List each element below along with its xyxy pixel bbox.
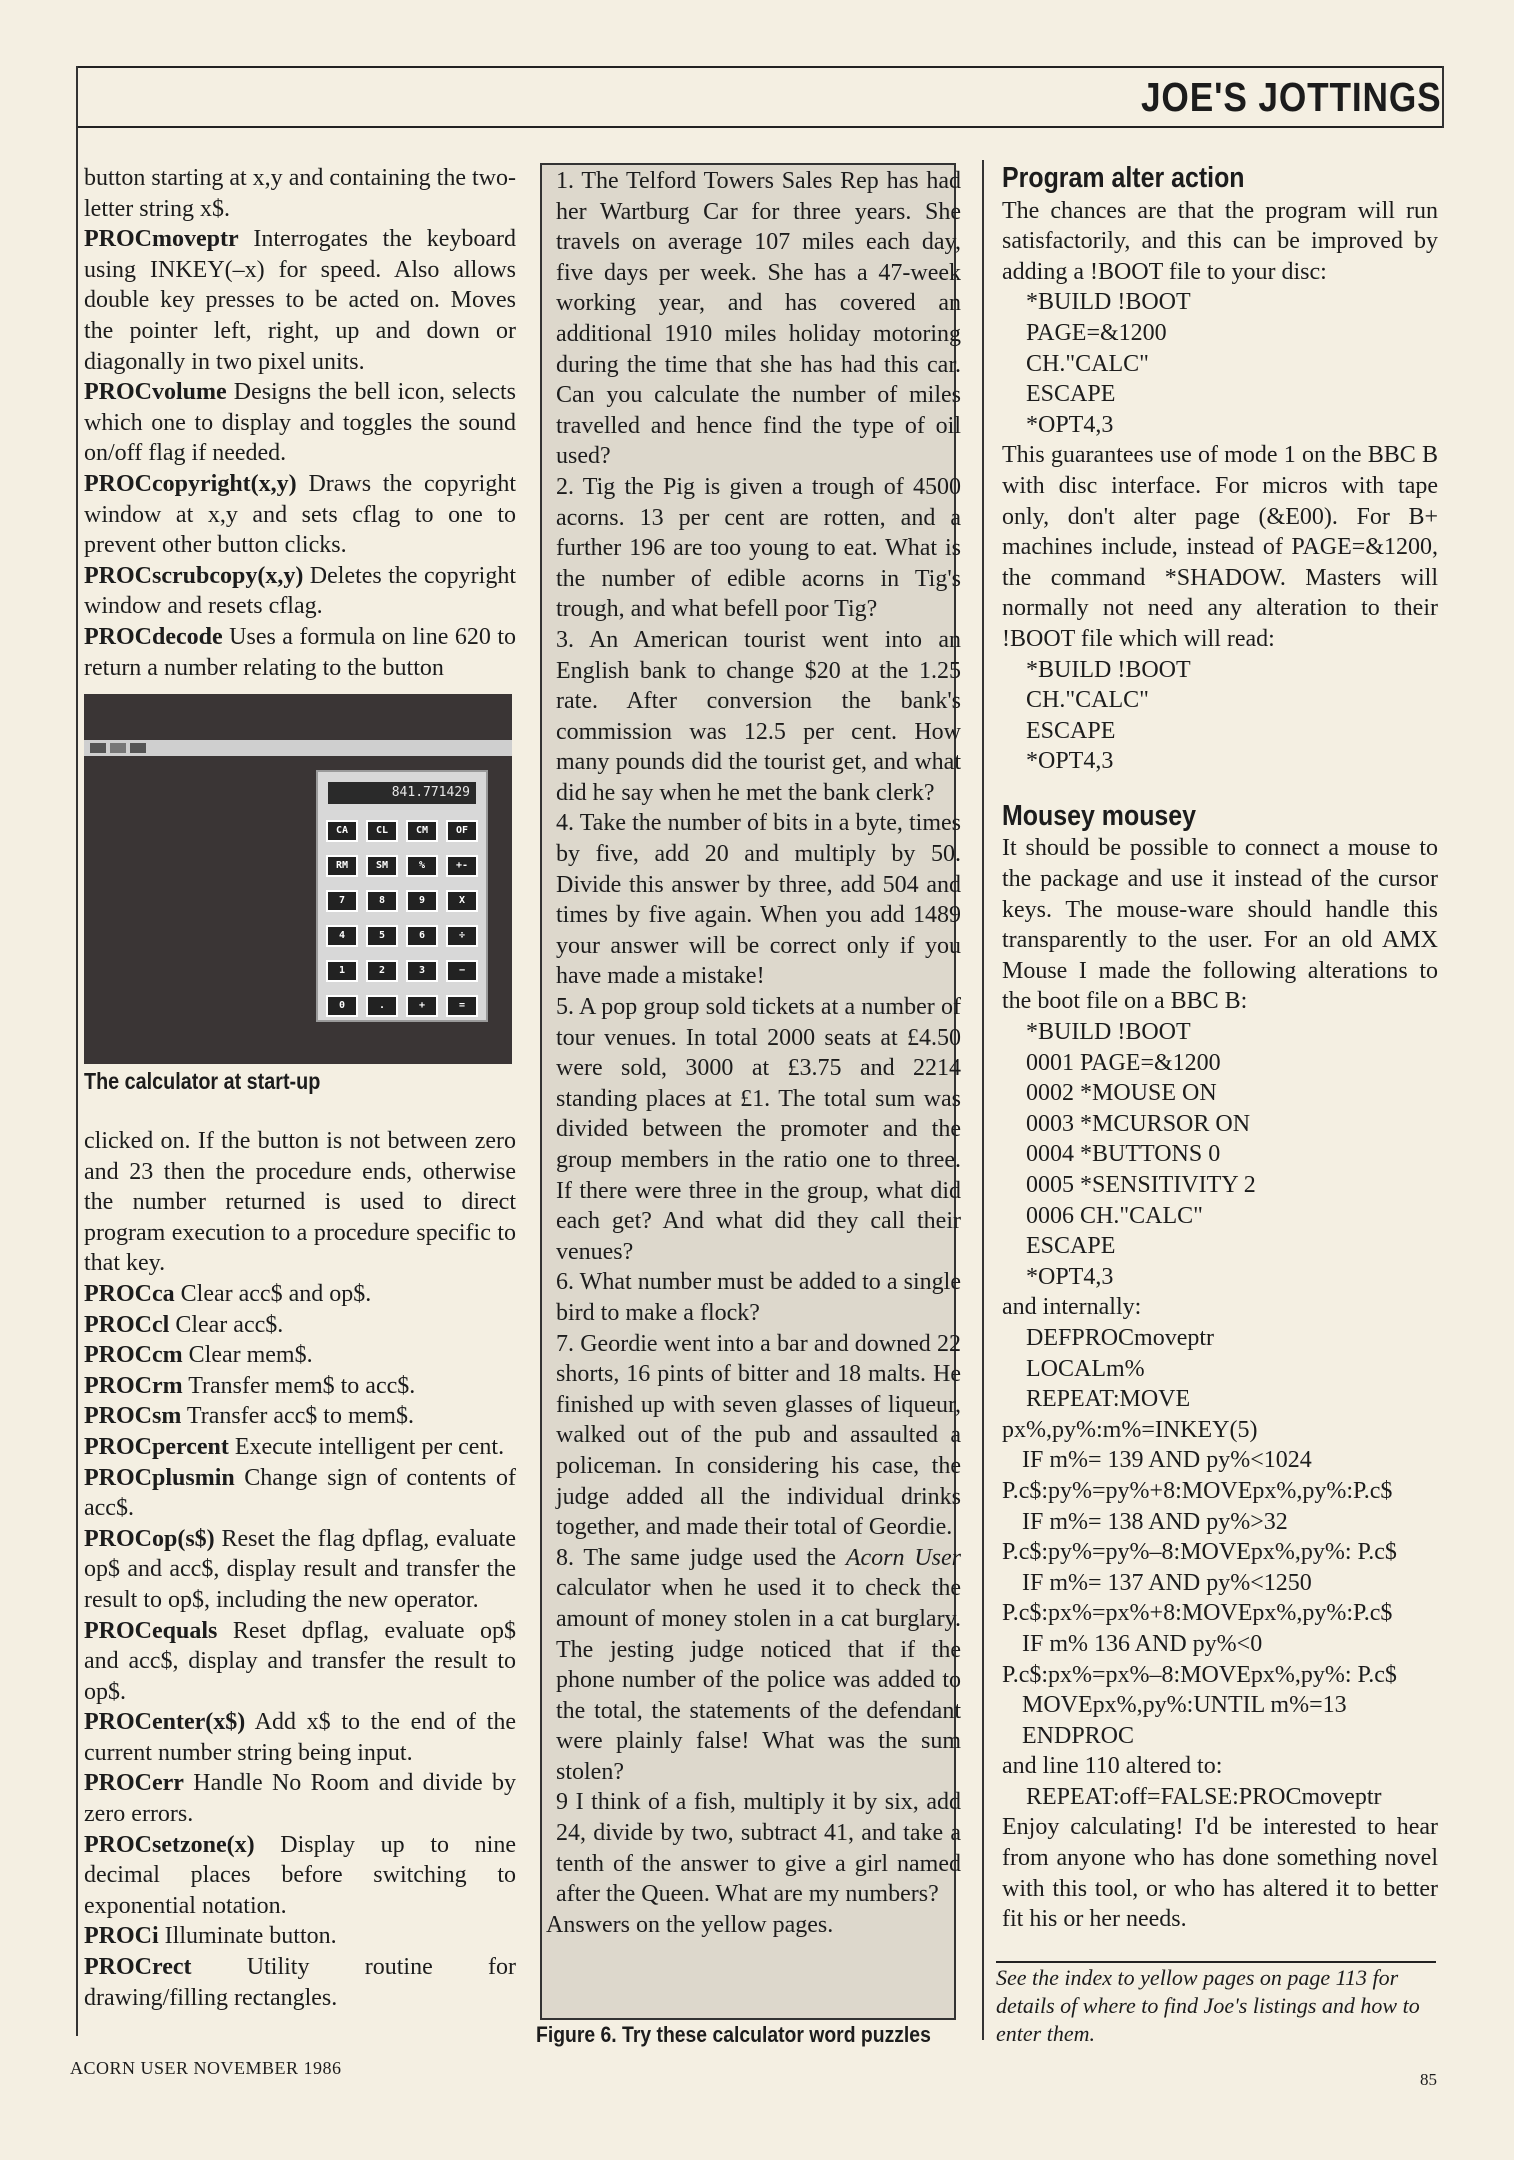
code-line: IF m%= 138 AND py%>32 <box>1022 1508 1288 1535</box>
code-line: MOVEpx%,py%:UNTIL m%=13 <box>1022 1692 1347 1719</box>
code-line: REPEAT:off=FALSE:PROCmoveptr <box>1026 1783 1382 1810</box>
code-line: DEFPROCmoveptr <box>1026 1324 1215 1351</box>
glossary-entry <box>84 1432 516 1463</box>
code-line: ESCAPE <box>1026 1233 1116 1260</box>
glossary-entry <box>84 224 516 377</box>
calculator-key: OF <box>446 820 478 842</box>
glossary-entry <box>84 163 516 224</box>
glossary-entry <box>84 1279 516 1310</box>
procedure-name: PROCsm <box>84 1403 182 1430</box>
procedure-name: PROCi <box>84 1923 159 1950</box>
procedure-name: PROCca <box>84 1280 175 1307</box>
code-line: ESCAPE <box>1026 717 1116 744</box>
procedure-description: Deletes the copyright window and resets cflag. <box>84 562 516 620</box>
procedure-description: Reset the flag dpflag, evaluate op$ and acc$, display result and transfer the result to op$, including the new operator. <box>84 1525 516 1613</box>
calculator-key: SM <box>366 855 398 877</box>
code-line: *BUILD !BOOT <box>1026 289 1191 316</box>
left-column-rule <box>76 66 78 2036</box>
calculator-key: +- <box>446 855 478 877</box>
column-1-top <box>84 163 516 683</box>
code-line: ENDPROC <box>1022 1722 1135 1749</box>
procedure-description: Display up to nine decimal places before switching to exponential notation. <box>84 1831 516 1919</box>
procedure-description: Execute intelligent per cent. <box>228 1433 505 1460</box>
calculator-key: CL <box>366 820 398 842</box>
procedure-name: PROCop(s$) <box>84 1525 215 1552</box>
calculator-key: 0 <box>326 995 358 1017</box>
procedure-name: PROCequals <box>84 1617 218 1644</box>
puzzle-item <box>556 1543 961 1788</box>
top-rule <box>76 66 1444 68</box>
calculator-key: % <box>406 855 438 877</box>
code-line: IF m%= 139 AND py%<1024 <box>1022 1447 1312 1474</box>
paragraph: This guarantees use of mode 1 on the BBC B with disc interface. For micros with tape only, don't alter page (&E00). For B+ machines include, instead of PAGE=&1200, the command *SHADOW. Masters will normally not need any alteration to their !BOOT file which will read: <box>1002 442 1438 652</box>
glossary-entry <box>84 622 516 683</box>
code-line: LOCALm% <box>1026 1355 1145 1382</box>
puzzle-text-part: 8. The same judge used the <box>556 1544 846 1571</box>
procedure-name: PROCcl <box>84 1311 170 1338</box>
procedure-description: Change sign of contents of acc$. <box>84 1464 516 1522</box>
puzzle-item: 6. What number must be added to a single bird to make a flock? <box>556 1269 961 1326</box>
glossary-entry <box>84 1768 516 1829</box>
procedure-description: Transfer mem$ to acc$. <box>182 1372 416 1399</box>
code-line: CH."CALC" <box>1026 687 1149 714</box>
calculator-key: 4 <box>326 925 358 947</box>
calculator-window <box>316 770 488 1022</box>
right-column-rule <box>982 160 984 2040</box>
calculator-key: 7 <box>326 890 358 912</box>
procedure-description: Clear acc$ and op$. <box>174 1280 372 1307</box>
calculator-key: 9 <box>406 890 438 912</box>
procedure-name: PROCrect <box>84 1954 192 1981</box>
code-line: 0005 *SENSITIVITY 2 <box>1026 1172 1256 1198</box>
procedure-name: PROCvolume <box>84 379 227 406</box>
procedure-name: PROCcm <box>84 1342 183 1369</box>
code-line: *BUILD !BOOT <box>1026 1019 1191 1046</box>
puzzle-item: 4. Take the number of bits in a byte, times by five, add 20 and multiply by 50. Divide this answer by three, add 504 and times by five again. When you add 1489 your answer will be correct only if you have made a mistake! <box>556 810 961 990</box>
header-rule <box>76 126 1444 128</box>
code-line: 0002 *MOUSE ON <box>1026 1080 1217 1107</box>
code-line: px%,py%:m%=INKEY(5) <box>1002 1416 1258 1443</box>
procedure-description: Reset dpflag, evaluate op$ and acc$, display and transfer the result to op$. <box>84 1617 516 1705</box>
bell-icon <box>110 743 126 753</box>
paragraph: Enjoy calculating! I'd be interested to hear from anyone who has done something novel with this tool, or who has altered it to better fit his or her needs. <box>1002 1814 1438 1933</box>
page-number: 85 <box>1420 2070 1437 2089</box>
procedure-description: Clear acc$. <box>169 1311 284 1338</box>
procedure-description: Clear mem$. <box>182 1342 313 1369</box>
procedure-description: Illuminate button. <box>158 1923 337 1950</box>
puzzle-item: 5. A pop group sold tickets at a number of tour venues. In total 2000 seats at £4.50 were sold, 3000 at £3.75 and 2214 standing places at £1. The total sum was divided between the promoter and the group members in the ratio one to three. If there were three in the group, what did each get? And what did they call their venues? <box>556 994 961 1265</box>
calculator-display: 841.771429 <box>328 782 476 804</box>
calculator-screenshot <box>84 694 512 1064</box>
copyright-icon <box>130 743 146 753</box>
calculator-keypad <box>326 820 478 1017</box>
screenshot-caption: The calculator at start-up <box>84 1068 321 1094</box>
glossary-entry <box>84 1401 516 1432</box>
calculator-key: 8 <box>366 890 398 912</box>
glossary-entry <box>84 1463 516 1524</box>
code-line: 0001 PAGE=&1200 <box>1026 1049 1221 1076</box>
procedure-description: button starting at x,y and containing the two-letter string x$. <box>84 165 516 222</box>
code-line: 0006 CH."CALC" <box>1026 1202 1203 1229</box>
column-3 <box>1002 163 1438 1935</box>
paragraph: The chances are that the program will run satisfactorily, and this can be improved by adding a !BOOT file to your disc: <box>1002 197 1438 285</box>
calculator-key: − <box>446 960 478 982</box>
heading-mousey-mousey: Mousey mousey <box>1002 799 1197 832</box>
glossary-entry <box>84 561 516 622</box>
header-right-rule <box>1442 66 1444 128</box>
code-line: P.c$:px%=px%–8:MOVEpx%,py%: P.c$ <box>1002 1661 1397 1688</box>
note-rule <box>996 1961 1436 1963</box>
paragraph: It should be possible to connect a mouse to the package and use it instead of the cursor keys. The mouse-ware should handle this transparently to the user. For an old AMX Mouse I made the following alterations to the boot file on a BBC B: <box>1002 835 1438 1015</box>
code-line: 0004 *BUTTONS 0 <box>1026 1141 1221 1168</box>
glossary-entry <box>84 1921 516 1952</box>
procedure-name: PROCenter(x$) <box>84 1709 246 1736</box>
code-line: PAGE=&1200 <box>1026 319 1167 346</box>
procedure-description: Draws the copyright window at x,y and sets cflag to one to prevent other button clicks. <box>84 470 516 559</box>
code-line: CH."CALC" <box>1026 350 1149 377</box>
glossary-entry <box>84 1952 516 2013</box>
screenshot-menu-bar <box>84 740 512 756</box>
procedure-name: PROCcopyright(x,y) <box>84 470 297 497</box>
procedure-description: Interrogates the keyboard using INKEY(–x) for speed. Also allows double key presses to be acted on. Moves the pointer left, right, up and down or diagonally in two pixel units. <box>84 226 516 375</box>
calculator-key: 2 <box>366 960 398 982</box>
procedure-name: PROCsetzone(x) <box>84 1831 255 1858</box>
glossary-entry <box>84 1616 516 1708</box>
paragraph: and internally: <box>1002 1294 1142 1321</box>
procedure-name: PROCdecode <box>84 623 223 650</box>
procedure-description: Designs the bell icon, selects which one to display and toggles the sound on/off flag if needed. <box>84 379 516 467</box>
puzzle-italic-part: Acorn User <box>845 1544 961 1571</box>
glossary-entry <box>84 1126 516 1279</box>
procedure-name: PROCmoveptr <box>84 226 239 253</box>
calculator-key: . <box>366 995 398 1017</box>
calculator-key: 6 <box>406 925 438 947</box>
code-line: ESCAPE <box>1026 381 1116 408</box>
glossary-entry <box>84 1830 516 1922</box>
procedure-description: Transfer acc$ to mem$. <box>181 1403 414 1430</box>
section-title: JOE'S JOTTINGS <box>1141 74 1442 120</box>
procedure-description: Utility routine for drawing/filling rectangles. <box>84 1954 516 2011</box>
glossary-entry <box>84 377 516 469</box>
code-line: *BUILD !BOOT <box>1026 656 1191 683</box>
screen-icon <box>90 743 106 753</box>
figure-caption: Figure 6. Try these calculator word puzzles <box>536 2022 931 2047</box>
calculator-key: ÷ <box>446 925 478 947</box>
procedure-name: PROCscrubcopy(x,y) <box>84 562 304 589</box>
calculator-key: CA <box>326 820 358 842</box>
footer-magazine: ACORN USER NOVEMBER 1986 <box>70 2058 342 2078</box>
calculator-key: 5 <box>366 925 398 947</box>
code-line: P.c$:py%=py%+8:MOVEpx%,py%:P.c$ <box>1002 1477 1393 1504</box>
code-line: 0003 *MCURSOR ON <box>1026 1110 1251 1137</box>
glossary-entry <box>84 1371 516 1402</box>
answers-note: Answers on the yellow pages. <box>546 1911 834 1938</box>
calculator-key: 1 <box>326 960 358 982</box>
code-line: P.c$:px%=px%+8:MOVEpx%,py%:P.c$ <box>1002 1600 1393 1627</box>
index-note: See the index to yellow pages on page 113 for details of where to find Joe's listings and how to enter them. <box>996 1965 1420 2046</box>
code-line: *OPT4,3 <box>1026 748 1114 775</box>
procedure-description: Uses a formula on line 620 to return a number relating to the button <box>84 623 516 681</box>
calculator-key: X <box>446 890 478 912</box>
procedure-description: clicked on. If the button is not between zero and 23 then the procedure ends, otherwise the number returned is used to direct program execution to a procedure specific to that key. <box>84 1128 516 1277</box>
puzzle-item: 2. Tig the Pig is given a trough of 4500 acorns. 13 per cent are rotten, and a further 196 are too young to eat. What is the number of edible acorns in Tig's trough, and what befell poor Tig? <box>556 473 961 623</box>
code-line: REPEAT:MOVE <box>1026 1386 1191 1413</box>
puzzle-item: 9 I think of a fish, multiply it by six, add 24, divide by two, subtract 41, and take a tenth of the answer to give a girl named after the Queen. What are my numbers? <box>556 1789 961 1908</box>
heading-program-alter-action: Program alter action <box>1002 162 1245 194</box>
code-line: *OPT4,3 <box>1026 1263 1114 1290</box>
procedure-name: PROCpercent <box>84 1433 229 1460</box>
calculator-key: + <box>406 995 438 1017</box>
puzzle-item: 1. The Telford Towers Sales Rep has had her Wartburg Car for three years. She travels on average 107 miles each day, five days per week. She has a 47-week working year, and has covered an additional 1910 miles holiday motoring during the time that she has had this car. Can you calculate the number of miles travelled and hence find the type of oil used? <box>556 168 961 470</box>
procedure-description: Handle No Room and divide by zero errors. <box>84 1770 516 1828</box>
paragraph: and line 110 altered to: <box>1002 1753 1223 1780</box>
glossary-entry <box>84 1707 516 1768</box>
code-line: *OPT4,3 <box>1026 411 1114 438</box>
puzzle-item: 7. Geordie went into a bar and downed 22 shorts, 16 pints of bitter and 18 malts. He finished up with seven glasses of liqueur, walked out of the pub and assaulted a policeman. In considering his case, the judge added all the individual drinks together, and made their total of Geordie. <box>556 1330 961 1541</box>
glossary-entry <box>84 1340 516 1371</box>
procedure-description: Add x$ to the end of the current number string being input. <box>84 1709 516 1766</box>
procedure-name: PROCplusmin <box>84 1464 235 1491</box>
glossary-entry <box>84 1524 516 1616</box>
puzzle-list <box>546 166 961 1940</box>
procedure-name: PROCrm <box>84 1372 183 1399</box>
calculator-key: = <box>446 995 478 1017</box>
code-line: P.c$:py%=py%–8:MOVEpx%,py%: P.c$ <box>1002 1539 1397 1566</box>
calculator-key: CM <box>406 820 438 842</box>
glossary-entry <box>84 1310 516 1341</box>
code-line: IF m%= 137 AND py%<1250 <box>1022 1569 1312 1596</box>
puzzle-text-part: calculator when he used it to check the amount of money stolen in a cat burglary. The jesting judge noticed that if the phone number of the police was added to the total, the statements of the defendant were plainly false! What was the sum stolen? <box>556 1575 961 1785</box>
code-line: IF m% 136 AND py%<0 <box>1022 1630 1263 1657</box>
procedure-name: PROCerr <box>84 1770 184 1797</box>
calculator-key: 3 <box>406 960 438 982</box>
puzzle-item: 3. An American tourist went into an English bank to change $20 at the 1.25 rate. After conversion the bank's commission was 12.5 per cent. How many pounds did the tourist get, and what did he say when he met the bank clerk? <box>556 626 961 806</box>
calculator-key: RM <box>326 855 358 877</box>
glossary-entry <box>84 469 516 561</box>
column-1-bottom <box>84 1126 516 2013</box>
